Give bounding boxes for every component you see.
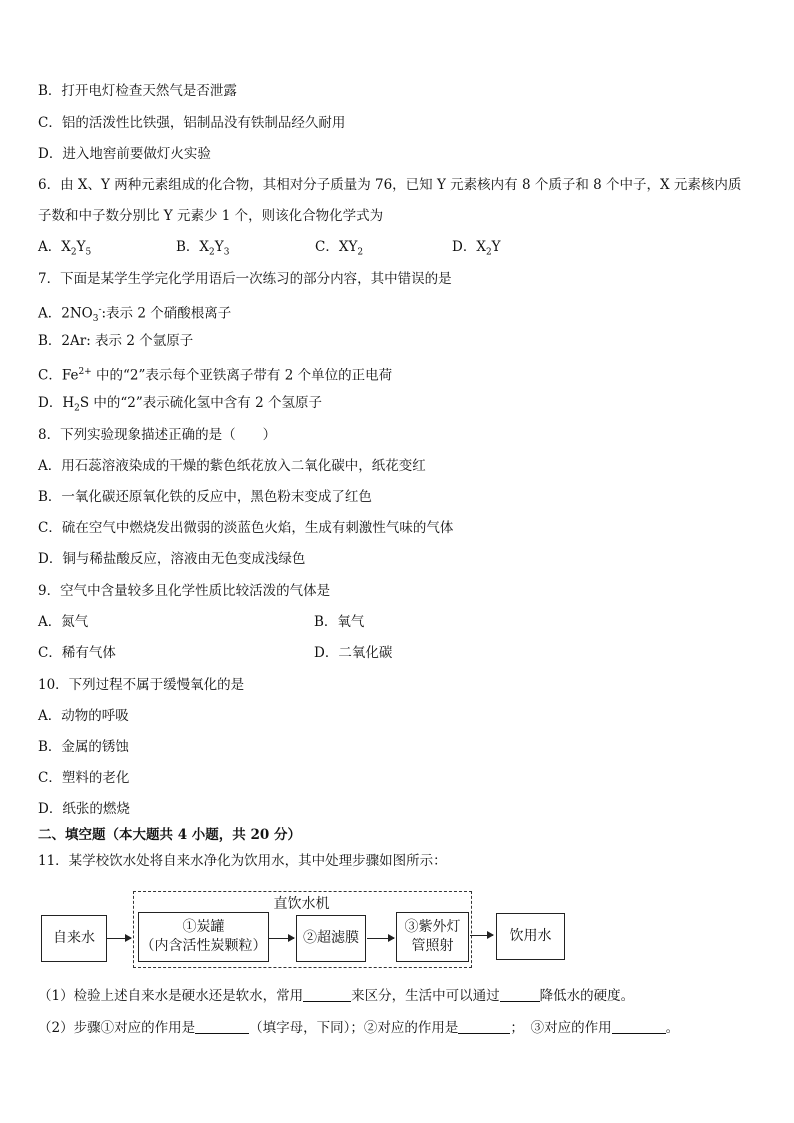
q9-option-a: A．氮气 [38, 614, 89, 630]
step1-carbon-tank-box [138, 912, 269, 962]
q8-option-b: B．一氧化碳还原氧化铁的反应中，黑色粉末变成了红色 [38, 489, 372, 505]
q8-stem: 8．下列实验现象描述正确的是（ ） [38, 427, 277, 443]
q6-option-c: C．$XY_2$ [315, 239, 364, 258]
q9-stem: 9．空气中含量较多且化学性质比较活泼的气体是 [38, 583, 331, 599]
q7-stem: 7．下面是某学生学完化学用语后一次练习的部分内容，其中错误的是 [38, 271, 452, 287]
step3-line2: 管照射 [411, 938, 454, 954]
step3-uv-lamp-box [396, 912, 469, 962]
q7-option-a: A．$2NO_3^-$:表示 2 个硝酸根离子 [38, 305, 232, 325]
q5-option-b: B．打开电灯检查天然气是否泄露 [38, 83, 237, 99]
q6-option-a: A．$X_2Y_5$ [38, 239, 92, 258]
arrow-2 [269, 938, 294, 939]
arrow-3 [367, 938, 394, 939]
drinking-water-box: 饮用水 [496, 913, 565, 960]
q8-option-a: A．用石蕊溶液染成的干燥的紫色纸花放入二氧化碳中，纸花变红 [38, 458, 426, 474]
q10-option-a: A．动物的呼吸 [38, 708, 129, 724]
q10-stem: 10．下列过程不属于缓慢氧化的是 [38, 677, 245, 693]
q10-option-d: D．纸张的燃烧 [38, 801, 130, 817]
step3-line1: ③紫外灯 [404, 919, 461, 935]
q8-option-c: C．硫在空气中燃烧发出微弱的淡蓝色火焰，生成有刺激性气味的气体 [38, 520, 454, 536]
answer-blank-4[interactable] [458, 1019, 510, 1034]
q11-part1: （1）检验上述自来水是硬水还是软水，常用 来区分，生活中可以通过 降低水的硬度。 [38, 988, 635, 1004]
arrow-4 [470, 935, 493, 936]
q10-option-c: C．塑料的老化 [38, 770, 130, 786]
tap-water-box: 自来水 [41, 915, 107, 962]
answer-blank-3[interactable] [195, 1019, 249, 1034]
step1-line1: ①炭罐 [182, 919, 225, 935]
q6-stem-line2: 子数和中子数分别比 Y 元素少 1 个，则该化合物化学式为 [38, 208, 384, 224]
section-title: 二、填空题（本大题共 4 小题，共 20 分） [38, 827, 301, 843]
q8-option-d: D．铜与稀盐酸反应，溶液由无色变成浅绿色 [38, 551, 306, 567]
q5-option-c: C．铝的活泼性比铁强，铝制品没有铁制品经久耐用 [38, 115, 346, 131]
q7-option-b: B．2Ar: 表示 2 个氩原子 [38, 333, 194, 349]
q6-stem-line1: 6．由 X、Y 两种元素组成的化合物，其相对分子质量为 76，已知 Y 元素核内有 8 个质子和 8 个中子，X 元素核内质 [38, 177, 742, 193]
answer-blank-5[interactable] [612, 1019, 666, 1034]
q9-option-b: B．氧气 [314, 614, 365, 630]
q6-option-d: D．$X_2Y$ [452, 239, 501, 258]
q11-stem: 11．某学校饮水处将自来水净化为饮用水，其中处理步骤如图所示： [38, 853, 447, 869]
q7-option-d: D．$H_2S$ 中的“2”表示硫化氢中含有 2 个氢原子 [38, 395, 322, 414]
step2-ultrafiltration-box: ②超滤膜 [296, 915, 366, 962]
q5-option-d: D．进入地窖前要做灯火实验 [38, 146, 211, 162]
q6-option-b: B．$X_2Y_3$ [176, 239, 230, 258]
q11-part2: （2）步骤①对应的作用是 （填字母，下同）；②对应的作用是 ； ③对应的作用 。 [38, 1020, 680, 1036]
q7-option-c: C．$Fe^{2+}$ 中的“2”表示每个亚铁离子带有 2 个单位的正电荷 [38, 367, 393, 384]
q9-option-c: C．稀有气体 [38, 645, 116, 661]
q9-option-d: D．二氧化碳 [314, 645, 393, 661]
answer-blank-1[interactable] [303, 987, 351, 1002]
step1-line2: （内含活性炭颗粒） [140, 938, 267, 954]
arrow-1 [107, 938, 131, 939]
answer-blank-2[interactable] [500, 987, 540, 1002]
q10-option-b: B．金属的锈蚀 [38, 739, 129, 755]
machine-group-label: 直饮水机 [273, 896, 330, 912]
